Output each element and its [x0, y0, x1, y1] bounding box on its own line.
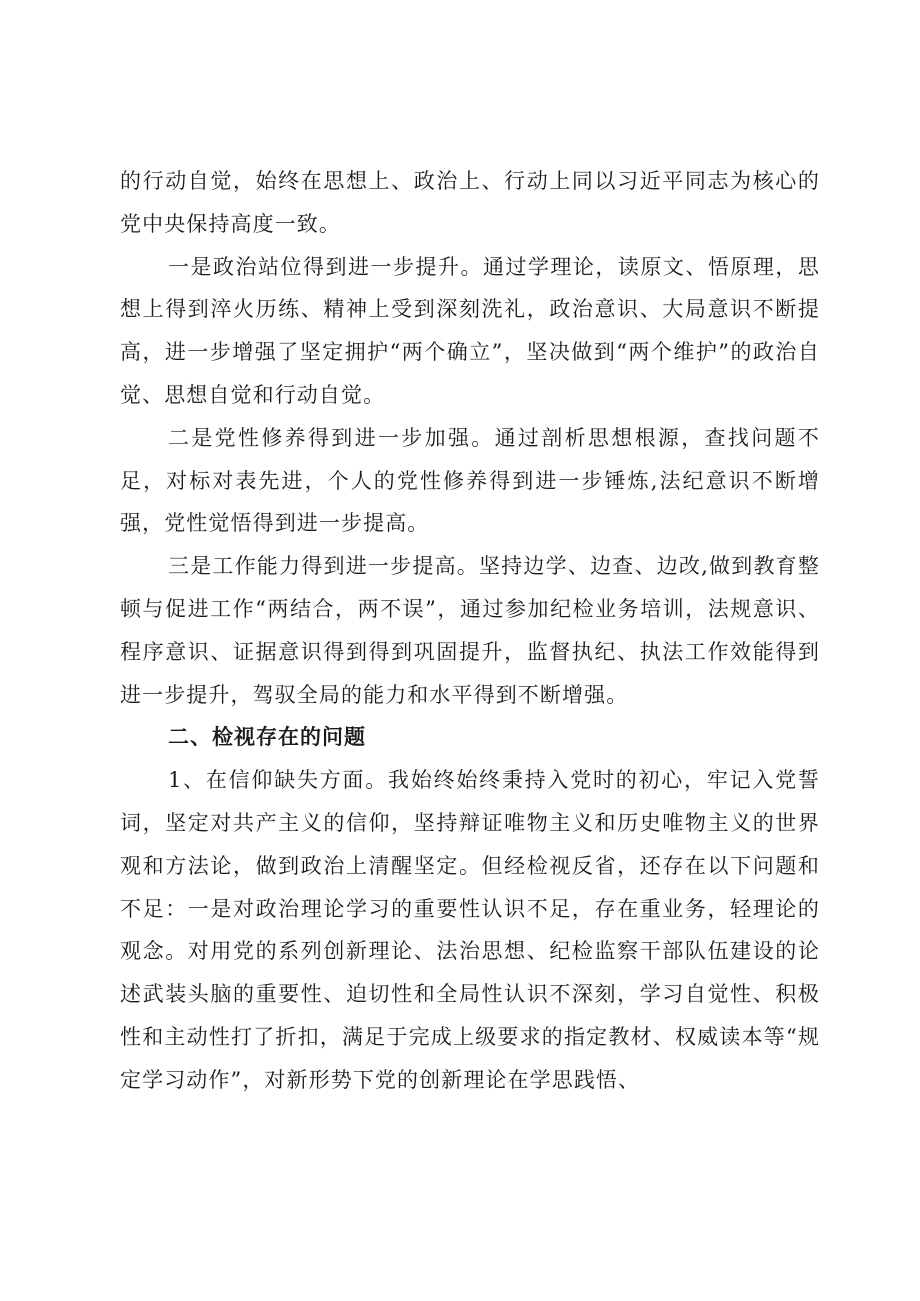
continuation-paragraph: 的行动自觉，始终在思想上、政治上、行动上同以习近平同志为核心的党中央保持高度一致。 — [120, 169, 820, 236]
achievement-paragraph-2: 二是党性修养得到进一步加强。通过剖析思想根源，查找问题不足，对标对表先进，个人的党性修养得到进一步锤炼,法纪意识不断增强，党性觉悟得到进一步提高。 — [120, 425, 820, 536]
issue-paragraph-1: 1、在信仰缺失方面。我始终始终秉持入党时的初心，牢记入党誓词，坚定对共产主义的信仰，坚持辩证唯物主义和历史唯物主义的世界观和方法论，做到政治上清醒坚定。但经检视反省，还存在以下问题和不足：一是对政治理论学习的重要性认识不足，存在重业务，轻理论的观念。对用党的系列创新理论、法治思想、纪检监察干部队伍建设的论述武装头脑的重要性、迫切性和全局性认识不深刻，学习自觉性、积极性和主动性打了折扣，满足于完成上级要求的指定教材、权威读本等“规定学习动作”，对新形势下党的创新理论在学思践悟、 — [120, 768, 820, 1092]
achievement-paragraph-1: 一是政治站位得到进一步提升。通过学理论，读原文、悟原理，思想上得到淬火历练、精神上受到深刻洗礼，政治意识、大局意识不断提高，进一步增强了坚定拥护“两个确立”，坚决做到“两个维护”的政治自觉、思想自觉和行动自觉。 — [120, 254, 820, 407]
achievement-paragraph-3: 三是工作能力得到进一步提高。坚持边学、边查、边改,做到教育整顿与促进工作“两结合，两不误”，通过参加纪检业务培训，法规意识、程序意识、证据意识得到得到巩固提升，监督执纪、执法工作效能得到进一步提升，驾驭全局的能力和水平得到不断增强。 — [120, 554, 820, 707]
document-body — [120, 160, 820, 1102]
section-heading: 二、检视存在的问题 — [168, 725, 366, 750]
